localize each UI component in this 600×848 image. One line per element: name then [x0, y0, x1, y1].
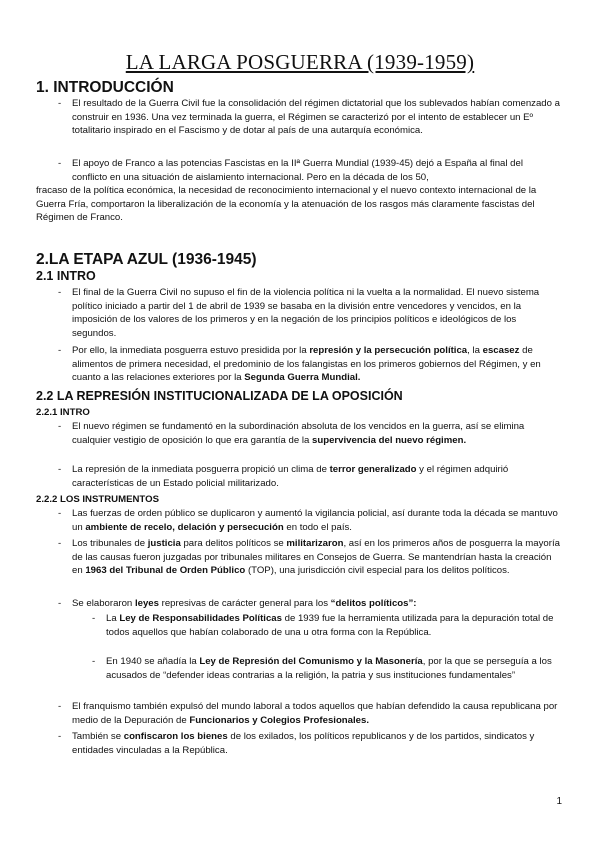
- list-item: - Los tribunales de justicia para delitos políticos se militarizaron, así en los primeros años de posguerra la mayoría de las causas fueron juzgadas por tribunales militares en Consejos de Guerra. Se mantendrían hasta la creación en 1963 del Tribunal de Orden Público (TOP), una jurisdicción civil especial para los delitos políticos.: [72, 537, 560, 578]
- list-item: - La represión de la inmediata posguerra propició un clima de terror generalizado y el régimen adquirió características de un Estado policial militarizado.: [72, 463, 560, 490]
- list-item: - Por ello, la inmediata posguerra estuvo presidida por la represión y la persecución política, la escasez de alimentos de primera necesidad, el predominio de los falangistas en los primeros gobiernos del Régimen, y en cuanto a las relaciones exteriores por la Segunda Guerra Mundial.: [72, 344, 560, 385]
- list-item: - El nuevo régimen se fundamentó en la subordinación absoluta de los vencidos en la guerra, así se elimina cualquier vestigio de oposición lo que era garantía de la supervivencia del nuevo régimen.: [72, 420, 560, 447]
- subsubsection-heading-instrumentos: 2.2.2 LOS INSTRUMENTOS: [36, 494, 159, 505]
- list-item: - El resultado de la Guerra Civil fue la consolidación del régimen dictatorial que los sublevados habían comenzado a construir en 1936. Una vez terminada la guerra, el Régimen se caracterizó por el intento de establecer un Eº totalitario inspirado en el Fascismo y de dotar al país de una autarquía económica.: [72, 97, 560, 138]
- nested-list-item: - La Ley de Responsabilidades Políticas de 1939 fue la herramienta utilizada para la depuración total de todos aquellos que habían colaborado de una u otra forma con la República.: [106, 612, 560, 639]
- page-number: 1: [556, 796, 562, 807]
- section-heading-etapa-azul: 2.LA ETAPA AZUL (1936-1945): [36, 251, 257, 268]
- paragraph-continuation: fracaso de la política económica, la necesidad de reconocimiento internacional y el nuevo contexto internacional de la Guerra Fría, comportaron la liberalización de la economía y la atenuación de los rasgos más claramente fascistas del Régimen de Franco.: [36, 185, 537, 224]
- list-item: - El apoyo de Franco a las potencias Fascistas en la IIª Guerra Mundial (1939-45) dejó a España al final del conflicto en una situación de aislamiento internacional. Pero en la década de los 50,: [72, 157, 560, 184]
- list-item: - Se elaboraron leyes represivas de carácter general para los “delitos políticos”:: [72, 597, 560, 611]
- list-item: - El final de la Guerra Civil no supuso el fin de la violencia política ni la vuelta a la normalidad. El nuevo sistema político iniciado a partir del 1 de abril de 1939 se basaba en la división entre vencedores y vencidos, en la imposición de los valores de los primeros y en la negación de los principios políticos e ideológicos de los segundos.: [72, 286, 560, 341]
- list-item: - El franquismo también expulsó del mundo laboral a todos aquellos que habían defendido la causa republicana por medio de la Depuración de Funcionarios y Colegios Profesionales.: [72, 700, 560, 727]
- subsection-heading-represion: 2.2 LA REPRESIÓN INSTITUCIONALIZADA DE LA OPOSICIÓN: [36, 389, 403, 403]
- list-item: - También se confiscaron los bienes de los exilados, los políticos republicanos y de los partidos, sindicatos y entidades vinculadas a la República.: [72, 730, 560, 757]
- document-title: LA LARGA POSGUERRA (1939-1959): [125, 50, 475, 74]
- subsection-heading-intro: 2.1 INTRO: [36, 269, 96, 283]
- section-heading-introduccion: 1. INTRODUCCIÓN: [36, 79, 174, 96]
- list-item: - Las fuerzas de orden público se duplicaron y aumentó la vigilancia policial, así durante toda la década se mantuvo un ambiente de recelo, delación y persecución en todo el país.: [72, 507, 560, 534]
- subsubsection-heading-intro: 2.2.1 INTRO: [36, 407, 90, 418]
- nested-list-item: - En 1940 se añadía la Ley de Represión del Comunismo y la Masonería, por la que se perseguía a los acusados de “defender ideas contrarias a la religión, la patria y sus instituciones fundamentales”: [106, 655, 560, 682]
